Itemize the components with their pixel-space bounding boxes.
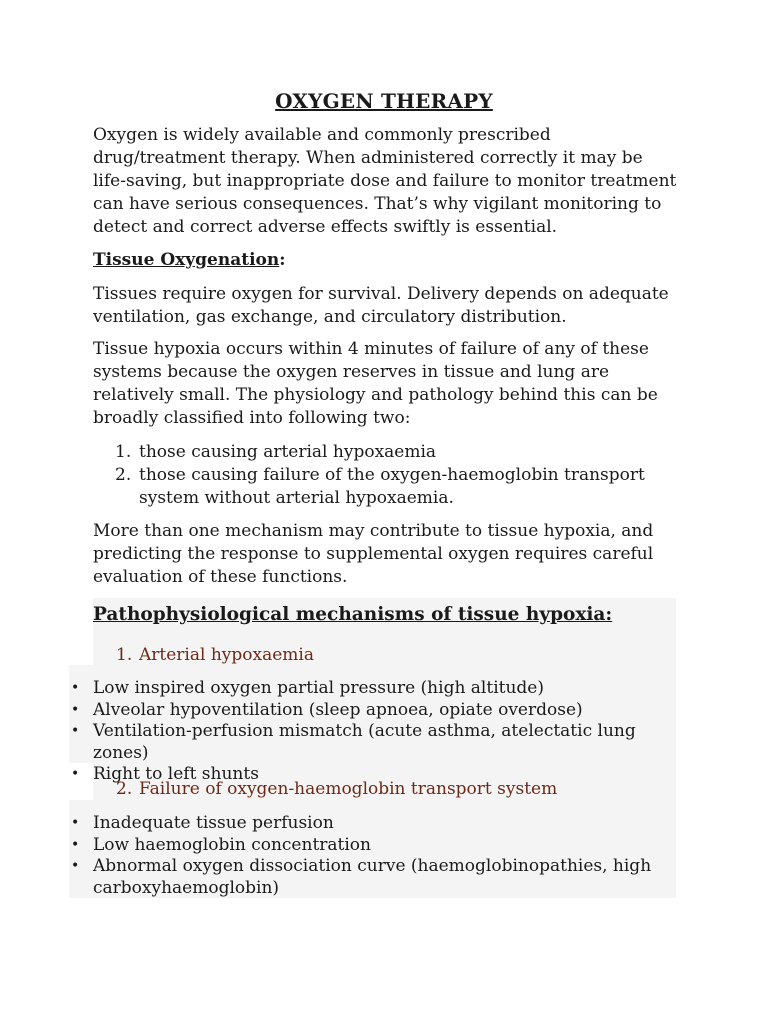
bullet-icon: • — [71, 701, 80, 718]
bullet-text: Ventilation-perfusion mismatch (acute asthma, atelectatic lung zones) — [93, 721, 636, 763]
list-item-text: those causing failure of the oxygen-haemoglobin transport system without arterial hypoxaemia. — [139, 465, 645, 508]
subheading-number: 2. — [116, 779, 133, 799]
bullet-item — [71, 856, 693, 899]
hypoxia-causes-list — [93, 441, 678, 510]
bullet-item — [71, 813, 693, 835]
list-number: 2. — [115, 465, 132, 485]
bullet-item — [71, 699, 693, 722]
pathophysiology-heading: Pathophysiological mechanisms of tissue hypoxia: — [93, 604, 613, 625]
bullet-item — [71, 678, 693, 700]
list-number: 1. — [115, 442, 132, 462]
list-item — [93, 464, 678, 510]
subheading-text: Failure of oxygen-haemoglobin transport system — [139, 779, 558, 799]
tissue-paragraph-1: Tissues require oxygen for survival. Delivery depends on adequate ventilation, gas exchange, and circulatory distribution. — [93, 284, 669, 327]
heading-colon: : — [279, 250, 286, 270]
bullet-icon: • — [71, 815, 80, 831]
bullet-text: Low inspired oxygen partial pressure (high altitude) — [93, 678, 544, 698]
list-item-text: those causing arterial hypoxaemia — [139, 442, 437, 462]
subheading-arterial-hypoxaemia — [116, 644, 314, 667]
bullet-item — [71, 721, 693, 764]
bullet-icon: • — [71, 858, 80, 874]
bullet-text: Alveolar hypoventilation (sleep apnoea, opiate overdose) — [93, 699, 583, 720]
tissue-paragraph-3: More than one mechanism may contribute to tissue hypoxia, and predicting the response to supplemental oxygen requires careful evaluation of these functions. — [93, 521, 654, 587]
intro-paragraph: Oxygen is widely available and commonly prescribed drug/treatment therapy. When administered correctly it may be life-saving, but inappropriate dose and failure to monitor treatment can have serious consequences. That’s why vigilant monitoring to detect and correct adverse effects swiftly is essential. — [93, 125, 677, 237]
list-item — [93, 441, 678, 464]
bullet-icon: • — [71, 766, 80, 782]
bullet-icon: • — [71, 836, 80, 853]
tissue-oxygenation-heading — [93, 249, 678, 272]
bullet-item — [71, 834, 693, 857]
tissue-oxygenation-heading-text: Tissue Oxygenation — [93, 250, 280, 270]
transport-failure-list — [71, 813, 693, 899]
bullet-text: Low haemoglobin concentration — [93, 834, 371, 855]
subheading-number: 1. — [116, 645, 133, 665]
bullet-text: Inadequate tissue perfusion — [93, 813, 334, 833]
subheading-text: Arterial hypoxaemia — [139, 645, 314, 665]
tissue-paragraph-2: Tissue hypoxia occurs within 4 minutes of failure of any of these systems because the oxygen reserves in tissue and lung are relatively small. The physiology and pathology behind this can be broadly classified into following two: — [93, 339, 658, 428]
bullet-text: Abnormal oxygen dissociation curve (haemoglobinopathies, high carboxyhaemoglobin) — [93, 856, 652, 898]
bullet-text: Right to left shunts — [93, 764, 259, 784]
bullet-icon: • — [71, 723, 80, 739]
subheading-transport-failure — [116, 778, 557, 801]
arterial-hypoxaemia-list — [71, 678, 693, 786]
document-title: OXYGEN THERAPY — [275, 89, 493, 113]
bullet-icon: • — [71, 680, 80, 696]
